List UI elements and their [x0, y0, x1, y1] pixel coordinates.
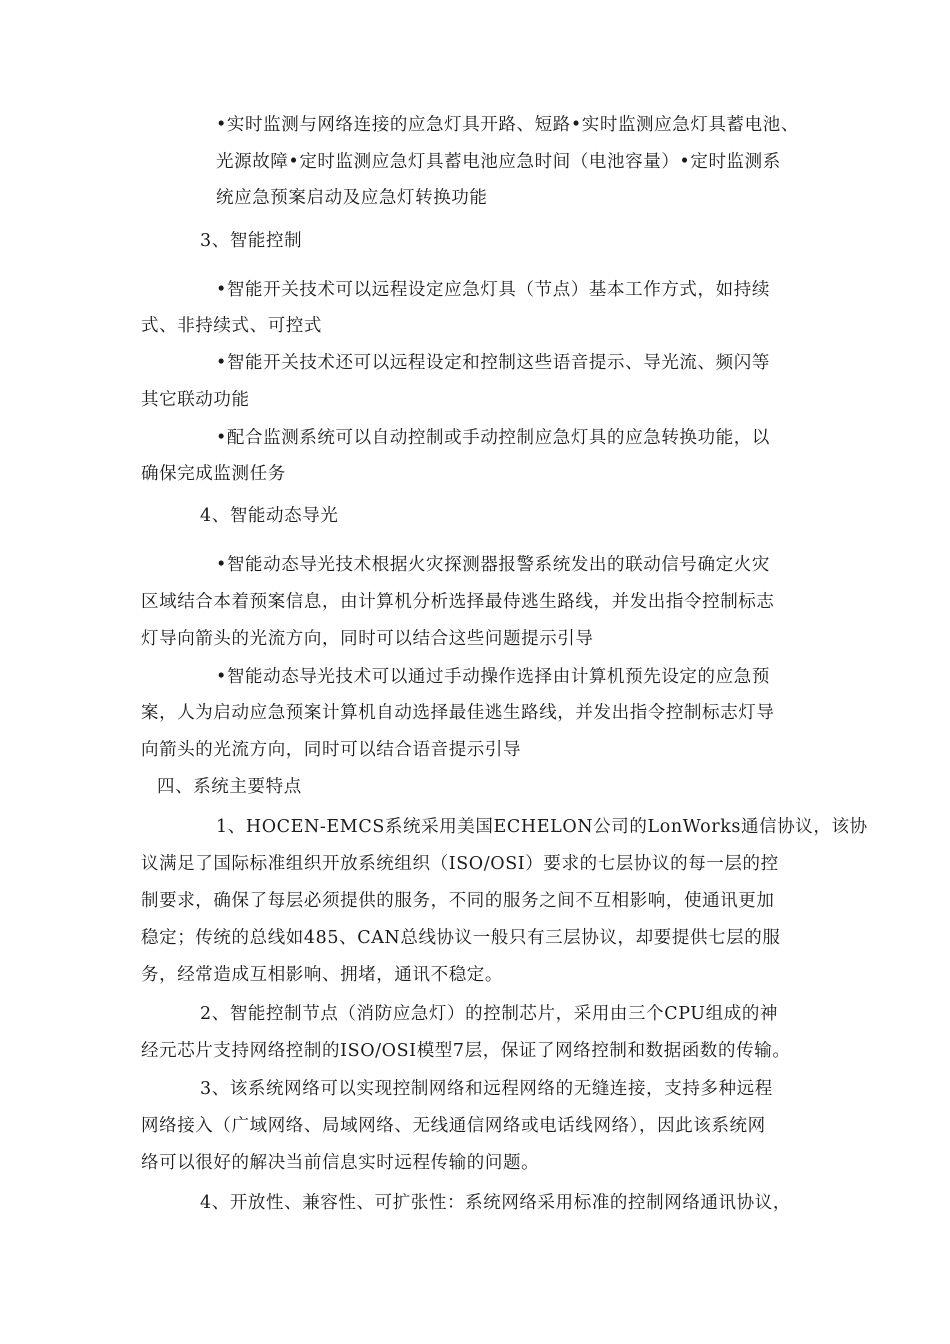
text-line-22: 稳定；传统的总线如485、CAN总线协议一般只有三层协议，却要提供七层的服 — [141, 928, 781, 948]
text-line-15: •智能动态导光技术可以通过手动操作选择由计算机预先设定的应急预 — [216, 667, 770, 687]
text-line-7: •智能开关技术还可以远程设定和控制这些语音提示、导光流、频闪等 — [216, 353, 770, 373]
text-line-24: 2、智能控制节点（消防应急灯）的控制芯片，采用由三个CPU组成的神 — [200, 1004, 779, 1024]
section-heading-smart-control: 3、智能控制 — [200, 231, 303, 251]
section-heading-system-features: 四、系统主要特点 — [157, 777, 302, 797]
text-line-9: •配合监测系统可以自动控制或手动控制应急灯具的应急转换功能，以 — [216, 428, 770, 448]
text-line-10: 确保完成监测任务 — [141, 464, 286, 484]
text-line-17: 向箭头的光流方向，同时可以结合语音提示引导 — [141, 740, 522, 760]
text-line-25: 经元芯片支持网络控制的ISO/OSI模型7层，保证了网络控制和数据函数的传输。 — [141, 1041, 791, 1061]
text-line-20: 议满足了国际标准组织开放系统组织（ISO/OSI）要求的七层协议的每一层的控 — [141, 854, 779, 874]
text-line-5: •智能开关技术可以远程设定应急灯具（节点）基本工作方式，如持续 — [216, 280, 770, 300]
section-heading-dynamic-guidance: 4、智能动态导光 — [200, 506, 339, 526]
text-line-13: 区域结合本着预案信息，由计算机分析选择最侍逃生路线，并发出指令控制标志 — [141, 592, 775, 612]
text-line-8: 其它联动功能 — [141, 390, 250, 410]
text-line-21: 制要求，确保了每层必须提供的服务，不同的服务之间不互相影响，使通讯更加 — [141, 891, 775, 911]
text-line-12: •智能动态导光技术根据火灾探测器报警系统发出的联动信号确定火灾 — [216, 555, 770, 575]
text-line-23: 务，经常造成互相影响、拥堵，通讯不稳定。 — [141, 965, 503, 985]
text-line-3: 统应急预案启动及应急灯转换功能 — [216, 188, 488, 208]
text-line-2: 光源故障•定时监测应急灯具蓄电池应急时间（电池容量）•定时监测系 — [216, 152, 781, 172]
text-line-1: •实时监测与网络连接的应急灯具开路、短路•实时监测应急灯具蓄电池、 — [216, 115, 799, 135]
text-line-19: 1、HOCEN-EMCS系统采用美国ECHELON公司的LonWorks通信协议，该协 — [216, 817, 868, 837]
text-line-27: 网络接入（广域网络、局域网络、无线通信网络或电话线网络），因此该系统网 — [141, 1116, 766, 1136]
text-line-16: 案，人为启动应急预案计算机自动选择最佳逃生路线，并发出指令控制标志灯导 — [141, 703, 775, 723]
text-line-29: 4、开放性、兼容性、可扩张性：系统网络采用标准的控制网络通讯协议， — [200, 1193, 791, 1213]
text-line-28: 络可以很好的解决当前信息实时远程传输的问题。 — [141, 1153, 540, 1173]
text-line-14: 灯导向箭头的光流方向，同时可以结合这些问题提示引导 — [141, 629, 594, 649]
text-line-6: 式、非持续式、可控式 — [141, 316, 322, 336]
text-line-26: 3、该系统网络可以实现控制网络和远程网络的无缝连接，支持多种远程 — [200, 1079, 773, 1099]
